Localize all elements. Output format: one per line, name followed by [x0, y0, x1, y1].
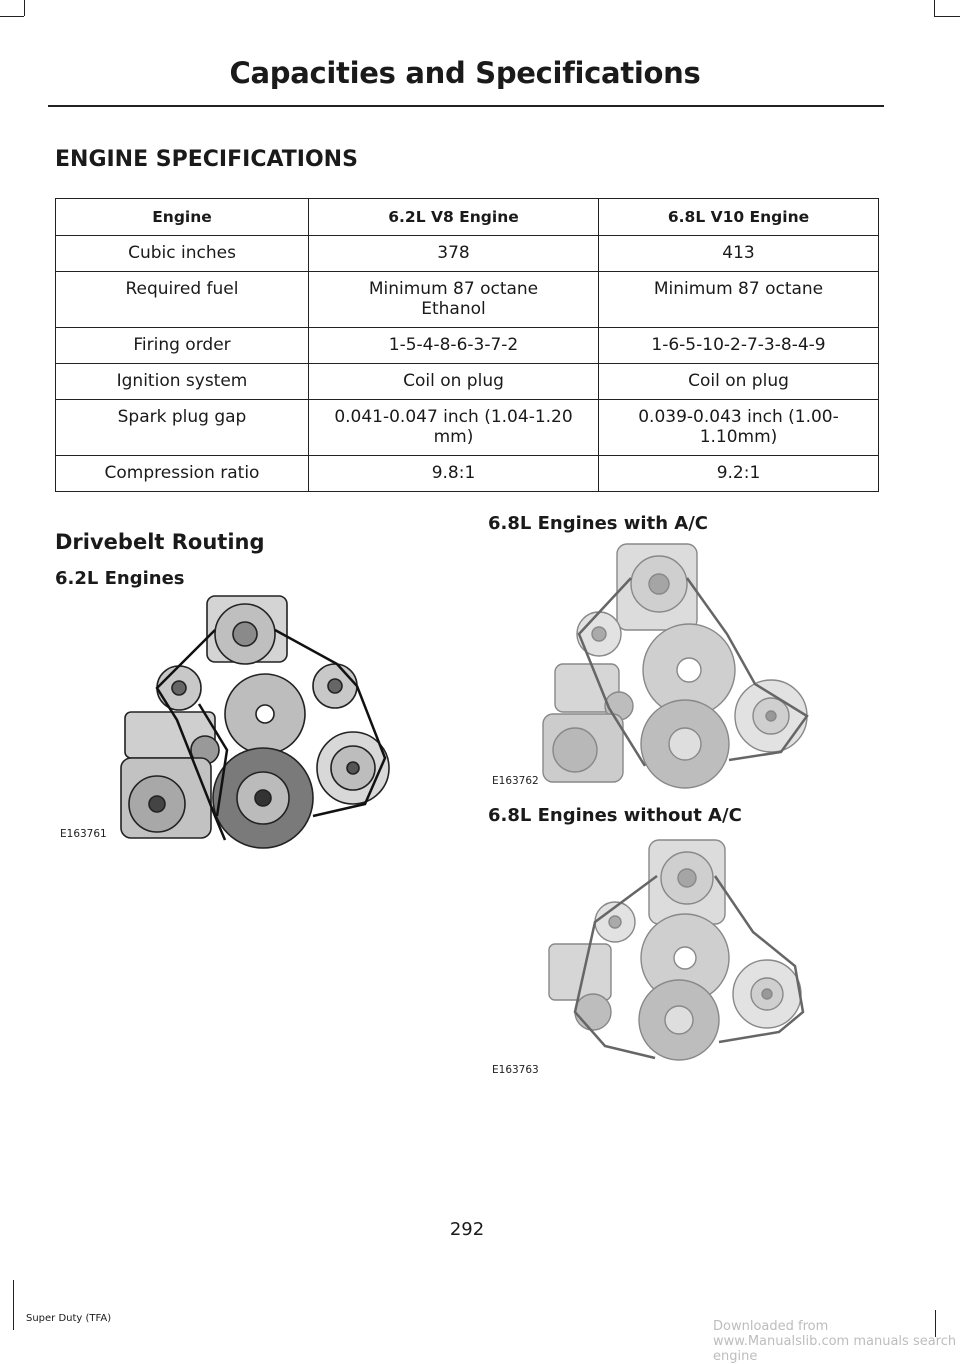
table-row — [56, 456, 879, 492]
figure-title-68-ac: 6.8L Engines with A/C — [488, 513, 708, 534]
figure-title-62: 6.2L Engines — [55, 568, 185, 589]
table-cell: Required fuel — [56, 272, 309, 328]
table-cell: 413 — [599, 236, 879, 272]
drivebelt-diagram-68-ac — [535, 538, 825, 793]
figure-title-68-noac: 6.8L Engines without A/C — [488, 805, 742, 826]
watermark-text: Downloaded from www.Manualslib.com manuals search engine — [713, 1319, 957, 1364]
table-row — [56, 272, 879, 328]
table-cell: Minimum 87 octane — [599, 272, 879, 328]
engine-spec-table — [55, 198, 879, 492]
table-cell: Coil on plug — [599, 364, 879, 400]
table-cell: Cubic inches — [56, 236, 309, 272]
drivebelt-title: Drivebelt Routing — [55, 530, 265, 554]
crop-mark — [13, 1280, 14, 1330]
drivebelt-diagram-68-noac — [545, 836, 825, 1064]
table-cell: Firing order — [56, 328, 309, 364]
column-header: Engine — [56, 199, 309, 236]
table-row — [56, 400, 879, 456]
header-divider — [48, 105, 884, 107]
crop-mark — [934, 16, 960, 17]
page-number: 292 — [449, 1219, 485, 1240]
table-header-row — [56, 199, 879, 236]
figure-code-68-noac: E163763 — [492, 1064, 539, 1076]
column-header: 6.2L V8 Engine — [309, 199, 599, 236]
table-cell: 1-6-5-10-2-7-3-8-4-9 — [599, 328, 879, 364]
footer-model: Super Duty (TFA) — [26, 1313, 112, 1324]
table-cell: 9.8:1 — [309, 456, 599, 492]
table-cell: Ignition system — [56, 364, 309, 400]
drivebelt-diagram-62 — [115, 590, 405, 850]
section-title: ENGINE SPECIFICATIONS — [55, 147, 358, 172]
table-cell: Coil on plug — [309, 364, 599, 400]
table-row — [56, 236, 879, 272]
table-cell: 0.041-0.047 inch (1.04-1.20 mm) — [309, 400, 599, 456]
page-header-title: Capacities and Specifications — [229, 56, 701, 90]
crop-mark — [24, 0, 25, 16]
table-row — [56, 364, 879, 400]
table-cell: Spark plug gap — [56, 400, 309, 456]
table-cell: Minimum 87 octane Ethanol — [309, 272, 599, 328]
column-header: 6.8L V10 Engine — [599, 199, 879, 236]
figure-code-68-ac: E163762 — [492, 775, 539, 787]
crop-mark — [934, 0, 935, 16]
crop-mark — [0, 16, 24, 17]
table-cell: 1-5-4-8-6-3-7-2 — [309, 328, 599, 364]
table-row — [56, 328, 879, 364]
table-cell: Compression ratio — [56, 456, 309, 492]
table-cell: 0.039-0.043 inch (1.00-1.10mm) — [599, 400, 879, 456]
table-cell: 9.2:1 — [599, 456, 879, 492]
figure-code-62: E163761 — [60, 828, 107, 840]
table-cell: 378 — [309, 236, 599, 272]
